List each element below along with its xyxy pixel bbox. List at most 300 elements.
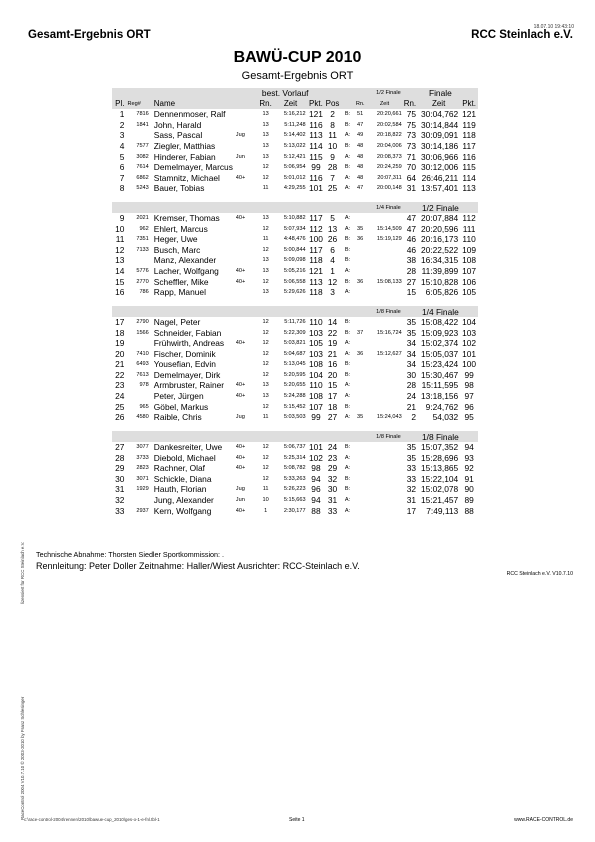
- cell-heat-time: 5:08,782: [283, 465, 306, 472]
- cell-heat-laps: 12: [262, 340, 269, 347]
- cell-reg-number: 4580: [136, 414, 149, 421]
- cell-final-points: 88: [464, 505, 474, 516]
- cell-heat-position: 13: [327, 223, 338, 234]
- cell-driver-name: Schneider, Fabian: [153, 327, 222, 338]
- cell-place: 13: [115, 255, 125, 266]
- table-row: [112, 412, 478, 423]
- cell-class: 40+: [235, 507, 246, 514]
- cell-heat-time: 5:22,309: [283, 329, 306, 336]
- cell-driver-name: John, Harald: [153, 119, 202, 130]
- cell-reg-number: 2770: [136, 278, 149, 285]
- cell-final-time: 15:21,457: [420, 494, 459, 505]
- page-title: BAWÜ-CUP 2010: [233, 49, 362, 66]
- cell-final-points: 90: [464, 484, 474, 495]
- cell-class: [236, 234, 258, 245]
- table-row: [112, 151, 478, 162]
- cell-heat-time: 5:06,954: [283, 164, 306, 171]
- cell-final-points: 112: [462, 213, 476, 224]
- cell-heat-laps: 12: [262, 278, 269, 285]
- cell-heat-laps: 12: [262, 361, 269, 368]
- cell-driver-name: Göbel, Markus: [153, 401, 209, 412]
- cell-driver-name: Hinderer, Fabian: [153, 151, 216, 162]
- cell-final-laps: 33: [406, 463, 417, 474]
- cell-prefinal-laps: [354, 245, 366, 256]
- cell-prefinal-laps: 48: [357, 174, 364, 181]
- cell-prefinal-time: 20:04,006: [376, 143, 402, 149]
- cell-prefinal-laps: [354, 255, 366, 266]
- cell-heat-position: 22: [327, 327, 338, 338]
- cell-heat-position: 30: [327, 484, 338, 495]
- cell-class: Jun: [235, 496, 245, 503]
- group-label-first: 1/2 Finale: [324, 88, 402, 99]
- cell-final-laps: 35: [406, 452, 417, 463]
- cell-heat-laps: 10: [262, 496, 269, 503]
- cell-heat-points: 117: [309, 213, 323, 224]
- cell-heat-position: 23: [327, 452, 338, 463]
- cell-final-points: 99: [464, 369, 474, 380]
- cell-heat-points: 98: [311, 463, 321, 474]
- cell-heat-time: 5:25,314: [283, 454, 306, 461]
- cell-heat-time: 5:20,655: [283, 382, 306, 389]
- cell-prefinal-laps: [354, 370, 366, 381]
- table-row: [112, 505, 478, 516]
- cell-final-laps: 34: [406, 348, 417, 359]
- table-row: [112, 120, 478, 131]
- cell-prefinal-laps: 36: [357, 278, 364, 285]
- cell-class: [236, 401, 258, 412]
- cell-final-group: A:: [344, 496, 351, 503]
- cell-heat-position: 16: [327, 359, 338, 370]
- cell-class: [236, 162, 258, 173]
- table-row: [112, 172, 478, 183]
- cell-heat-position: 21: [327, 348, 338, 359]
- cell-prefinal-time: 15:19,129: [376, 236, 402, 243]
- finale-label: Finale: [403, 88, 478, 99]
- cell-prefinal-time: 20:07,311: [377, 174, 402, 181]
- cell-prefinal-time: 20:08,373: [376, 153, 402, 160]
- cell-reg-number: 3077: [136, 444, 149, 451]
- cell-prefinal-laps: 48: [357, 164, 364, 171]
- cell-class: [236, 287, 258, 298]
- cell-heat-points: 103: [308, 327, 323, 338]
- cell-heat-points: 107: [308, 401, 323, 412]
- col-header-final-zeit: Zeit: [366, 99, 402, 110]
- col-header-pl: Pl.: [112, 99, 127, 110]
- cell-place: 31: [115, 484, 125, 495]
- cell-reg-number: 6862: [136, 174, 149, 181]
- cell-prefinal-laps: [354, 338, 366, 349]
- cell-prefinal-laps: 47: [357, 185, 364, 192]
- cell-driver-name: Dankesreiter, Uwe: [153, 442, 223, 453]
- cell-reg-number: [127, 495, 151, 506]
- cell-heat-points: 101: [308, 442, 323, 453]
- cell-prefinal-laps: 51: [357, 111, 364, 118]
- cell-prefinal-laps: [354, 484, 366, 495]
- cell-final-points: 109: [462, 244, 477, 255]
- cell-prefinal-time: [366, 380, 402, 391]
- cell-prefinal-time: 20:02,584: [376, 121, 402, 128]
- cell-heat-points: 104: [308, 369, 323, 380]
- cell-reg-number: 2790: [136, 319, 149, 326]
- cell-heat-time: 5:03,503: [283, 414, 306, 421]
- cell-final-points: 89: [464, 494, 474, 505]
- cell-final-points: 96: [464, 401, 474, 412]
- cell-heat-time: 5:20,595: [283, 371, 306, 378]
- cell-heat-points: 116: [309, 172, 323, 183]
- group-label-prefinal: 1/8 Finale: [341, 306, 403, 317]
- cell-final-points: 116: [462, 151, 476, 162]
- cell-final-time: 15:30,467: [420, 369, 459, 380]
- cell-final-laps: 47: [406, 223, 417, 234]
- header-club-name: RCC Steinlach e.V.: [471, 29, 573, 41]
- cell-heat-laps: 13: [262, 289, 269, 296]
- cell-final-laps: 31: [406, 494, 417, 505]
- header-report-name: Gesamt-Ergebnis ORT: [28, 29, 151, 41]
- cell-final-group: B:: [344, 236, 351, 243]
- cell-prefinal-laps: [354, 317, 366, 328]
- cell-prefinal-time: [366, 484, 402, 495]
- footer-page-number: Seite 1: [289, 817, 305, 823]
- table-row: [112, 453, 478, 464]
- cell-heat-position: 31: [327, 494, 338, 505]
- cell-prefinal-laps: [354, 474, 366, 485]
- cell-prefinal-time: [366, 359, 402, 370]
- cell-class: Jug: [235, 486, 245, 493]
- table-row: [112, 245, 478, 256]
- cell-place: 9: [119, 213, 125, 224]
- cell-class: 40+: [235, 268, 246, 275]
- cell-heat-laps: 13: [262, 257, 269, 264]
- cell-final-points: 121: [462, 109, 477, 120]
- cell-heat-time: 5:29,626: [283, 289, 306, 296]
- cell-final-group: A:: [344, 185, 351, 192]
- cell-heat-position: 9: [330, 151, 335, 162]
- cell-heat-points: 99: [311, 162, 321, 173]
- cell-prefinal-laps: 49: [357, 132, 364, 139]
- cell-prefinal-time: [366, 495, 402, 506]
- cell-final-laps: 38: [406, 255, 417, 266]
- table-row: [112, 401, 478, 412]
- cell-class: [236, 317, 258, 328]
- cell-driver-name: Hauth, Florian: [153, 484, 207, 495]
- cell-final-group: B:: [344, 444, 351, 451]
- cell-final-laps: 35: [406, 317, 417, 328]
- cell-heat-points: 108: [308, 391, 323, 402]
- cell-reg-number: 786: [139, 289, 149, 296]
- cell-prefinal-time: [366, 401, 402, 412]
- cell-prefinal-time: 15:14,509: [376, 225, 402, 232]
- cell-place: 16: [115, 287, 125, 298]
- cell-final-points: 103: [462, 327, 477, 338]
- cell-prefinal-time: [366, 391, 402, 402]
- cell-heat-points: 115: [309, 151, 323, 162]
- cell-prefinal-laps: [354, 287, 366, 298]
- cell-prefinal-time: 15:08,133: [376, 278, 402, 285]
- cell-place: 14: [115, 266, 125, 277]
- cell-final-group: B:: [344, 278, 351, 285]
- best-vorlauf-label: best. Vorlauf: [258, 88, 324, 99]
- cell-reg-number: 2823: [136, 465, 149, 472]
- cell-final-time: 15:07,352: [420, 442, 459, 453]
- cell-heat-points: 105: [308, 338, 323, 349]
- cell-reg-number: 2937: [136, 507, 149, 514]
- cell-heat-position: 6: [330, 244, 335, 255]
- cell-class: [236, 245, 258, 256]
- cell-class: [236, 327, 258, 338]
- cell-prefinal-time: [366, 463, 402, 474]
- cell-reg-number: 7614: [136, 164, 149, 171]
- cell-final-points: 115: [462, 162, 476, 173]
- cell-heat-laps: 13: [262, 393, 269, 400]
- cell-driver-name: Bauer, Tobias: [153, 183, 205, 194]
- table-row: [112, 380, 478, 391]
- cell-class: [236, 359, 258, 370]
- cell-final-laps: 28: [406, 380, 417, 391]
- cell-prefinal-time: 20:24,259: [376, 164, 402, 171]
- cell-reg-number: 7410: [136, 350, 149, 357]
- cell-final-points: 110: [462, 234, 476, 245]
- cell-driver-name: Dennenmoser, Ralf: [153, 109, 226, 120]
- cell-heat-position: 28: [327, 162, 338, 173]
- cell-final-points: 119: [462, 119, 476, 130]
- table-row: [112, 338, 478, 349]
- cell-prefinal-time: [366, 338, 402, 349]
- cell-reg-number: 7133: [136, 246, 149, 253]
- cell-heat-position: 24: [327, 442, 338, 453]
- cell-prefinal-laps: 48: [357, 143, 364, 149]
- cell-heat-points: 118: [309, 255, 323, 266]
- cell-final-group: B:: [344, 121, 351, 128]
- table-row: [112, 255, 478, 266]
- table-row: [112, 317, 478, 328]
- cell-reg-number: [127, 130, 151, 141]
- cell-heat-time: 4:29,255: [283, 185, 306, 192]
- group-label-prefinal: 1/4 Finale: [341, 202, 403, 213]
- group-label-final: 1/4 Finale: [403, 306, 478, 317]
- cell-heat-laps: 12: [262, 246, 269, 253]
- cell-place: 20: [115, 348, 125, 359]
- cell-prefinal-laps: [354, 401, 366, 412]
- cell-final-points: 113: [462, 183, 476, 194]
- cell-final-group: B:: [344, 475, 351, 482]
- cell-reg-number: 7613: [136, 371, 149, 378]
- cell-driver-name: Diebold, Michael: [153, 452, 216, 463]
- cell-heat-position: 7: [330, 172, 335, 183]
- cell-final-points: 117: [462, 141, 476, 151]
- cell-final-time: 30:09,091: [420, 130, 459, 141]
- cell-heat-points: 96: [311, 484, 321, 495]
- cell-final-points: 104: [462, 317, 477, 328]
- cell-prefinal-time: [366, 287, 402, 298]
- cell-heat-position: 15: [327, 380, 338, 391]
- cell-final-time: 30:12,006: [420, 162, 459, 173]
- cell-final-points: 98: [464, 380, 474, 391]
- cell-final-points: 92: [464, 463, 474, 474]
- cell-final-group: A:: [344, 215, 351, 222]
- cell-final-time: 9:24,762: [425, 401, 459, 412]
- cell-heat-points: 113: [309, 276, 323, 287]
- cell-heat-points: 108: [308, 359, 323, 370]
- table-row: [112, 484, 478, 495]
- cell-final-group: B:: [344, 111, 351, 118]
- cell-heat-laps: 11: [262, 185, 269, 192]
- cell-final-laps: 21: [406, 401, 417, 412]
- col-header-b-rn: Rn.: [403, 98, 417, 108]
- license-note-vertical: lizensiert für RCC Steinlach e.V.: [20, 541, 25, 604]
- cell-prefinal-time: 15:12,627: [376, 350, 402, 357]
- cell-final-time: 11:39,899: [421, 266, 459, 277]
- cell-place: 32: [115, 494, 125, 505]
- cell-final-points: 97: [464, 391, 474, 402]
- table-row: [112, 370, 478, 381]
- table-row: [112, 141, 478, 152]
- cell-reg-number: 6493: [136, 361, 149, 368]
- cell-final-group: B:: [344, 319, 351, 326]
- cell-class: [236, 474, 258, 485]
- cell-driver-name: Jung, Alexander: [153, 494, 214, 505]
- cell-final-time: 16:34,315: [420, 255, 459, 266]
- cell-prefinal-laps: 35: [357, 414, 364, 421]
- cell-heat-points: 113: [309, 130, 323, 141]
- cell-heat-time: 2:30,177: [283, 507, 306, 514]
- technical-inspection-line: Technische Abnahme: Thorsten Siedler Sportkommission: .: [36, 550, 225, 559]
- cell-prefinal-laps: [354, 495, 366, 506]
- cell-place: 30: [115, 473, 125, 484]
- cell-final-laps: 47: [406, 213, 417, 224]
- cell-heat-laps: 12: [262, 371, 269, 378]
- cell-final-group: B:: [344, 246, 351, 253]
- cell-driver-name: Kern, Wolfgang: [153, 505, 212, 516]
- cell-prefinal-laps: [354, 463, 366, 474]
- cell-heat-points: 103: [308, 348, 323, 359]
- cell-heat-time: 5:24,288: [283, 393, 306, 400]
- table-row: [112, 463, 478, 474]
- cell-heat-points: 94: [311, 473, 321, 484]
- col-header-rn: Rn.: [259, 98, 272, 108]
- cell-reg-number: 7816: [136, 111, 149, 118]
- cell-final-points: 91: [464, 473, 474, 484]
- cell-place: 21: [115, 359, 125, 370]
- cell-final-group: B:: [344, 361, 351, 368]
- cell-heat-points: 110: [309, 380, 323, 391]
- cell-heat-laps: 13: [262, 382, 269, 389]
- cell-place: 33: [115, 505, 125, 516]
- cell-place: 6: [119, 162, 125, 173]
- group-label-final: 1/8 Finale: [403, 431, 478, 442]
- cell-heat-position: 14: [327, 317, 338, 328]
- cell-reg-number: 5243: [136, 185, 149, 192]
- cell-prefinal-laps: [354, 453, 366, 464]
- cell-final-laps: 34: [406, 359, 417, 370]
- cell-class: [236, 120, 258, 131]
- cell-driver-name: Sass, Pascal: [153, 130, 203, 141]
- col-header-b-pkt: Pkt.: [460, 99, 478, 110]
- col-header-b-zeit: Zeit: [417, 99, 460, 110]
- cell-heat-time: 5:13,022: [283, 143, 306, 149]
- cell-heat-laps: 12: [262, 350, 269, 357]
- copyright-note-vertical: RaceControl 2004 V10.7.10 © 2003-2010 by Franz Schlesinger: [20, 696, 25, 820]
- cell-place: 5: [119, 151, 125, 162]
- cell-heat-position: 18: [327, 401, 338, 412]
- cell-class: Jun: [235, 153, 245, 160]
- cell-place: 25: [115, 401, 125, 412]
- cell-final-laps: 24: [406, 391, 417, 402]
- cell-reg-number: 5776: [136, 268, 149, 275]
- cell-prefinal-laps: 35: [357, 225, 364, 232]
- cell-final-group: A:: [344, 289, 351, 296]
- table-row: [112, 287, 478, 298]
- cell-class: [236, 224, 258, 235]
- cell-final-group: B:: [344, 257, 351, 264]
- cell-heat-points: 94: [311, 494, 321, 505]
- cell-heat-points: 102: [308, 452, 323, 463]
- col-header-zeit: Zeit: [273, 99, 307, 110]
- group-label-prefinal: 1/8 Finale: [341, 431, 403, 442]
- col-header-pos: Pos: [325, 98, 340, 108]
- cell-heat-position: 1: [330, 266, 335, 277]
- cell-final-time: 15:10,828: [420, 276, 459, 287]
- cell-prefinal-time: [366, 442, 402, 453]
- cell-prefinal-time: 15:16,724: [376, 329, 402, 336]
- page-subtitle: Gesamt-Ergebnis ORT: [241, 70, 354, 82]
- col-header-reg: Reg#: [127, 99, 151, 110]
- table-header-top-row: [112, 88, 478, 99]
- cell-final-time: 6:05,826: [425, 287, 459, 298]
- cell-final-points: 100: [462, 359, 477, 370]
- cell-prefinal-time: [366, 474, 402, 485]
- cell-place: 18: [115, 327, 125, 338]
- cell-final-laps: 73: [406, 141, 417, 151]
- cell-driver-name: Manz, Alexander: [153, 255, 217, 266]
- cell-final-time: 7:49,113: [426, 505, 459, 516]
- cell-final-time: 13:18,156: [420, 391, 459, 402]
- cell-heat-time: 5:16,212: [283, 111, 306, 118]
- table-row: [112, 183, 478, 194]
- cell-prefinal-laps: [354, 359, 366, 370]
- footer-website-link[interactable]: www.RACE-CONTROL.de: [514, 817, 573, 823]
- cell-place: 1: [119, 109, 125, 120]
- cell-final-laps: 75: [406, 119, 417, 130]
- cell-final-laps: 71: [406, 151, 417, 162]
- cell-final-laps: 28: [406, 266, 417, 277]
- cell-final-points: 107: [462, 266, 477, 277]
- cell-place: 17: [115, 317, 125, 328]
- cell-class: 40+: [235, 174, 246, 181]
- cell-final-time: 15:23,424: [420, 359, 459, 370]
- cell-final-laps: 17: [406, 505, 417, 516]
- cell-final-laps: 31: [406, 183, 417, 194]
- cell-prefinal-laps: [354, 213, 366, 224]
- cell-heat-time: 5:04,687: [283, 350, 306, 357]
- cell-place: 8: [119, 183, 125, 194]
- cell-final-group: A:: [344, 507, 351, 514]
- table-row: [112, 276, 478, 287]
- cell-final-laps: 33: [406, 473, 417, 484]
- group-separator-row: [112, 422, 478, 431]
- cell-heat-time: 5:12,421: [283, 153, 306, 160]
- cell-class: [236, 349, 258, 360]
- cell-prefinal-time: [366, 255, 402, 266]
- cell-final-time: 15:09,923: [420, 327, 459, 338]
- cell-final-time: 20:07,884: [420, 213, 459, 224]
- cell-heat-points: 99: [311, 412, 321, 423]
- cell-place: 23: [115, 380, 125, 391]
- cell-heat-position: 33: [327, 505, 338, 516]
- cell-heat-position: 27: [327, 412, 338, 423]
- cell-final-group: B:: [344, 164, 351, 171]
- race-officials-line: Rennleitung: Peter Doller Zeitnahme: Haller/Wiest Ausrichter: RCC-Steinlach e.V.: [36, 561, 360, 571]
- cell-final-laps: 27: [406, 276, 417, 287]
